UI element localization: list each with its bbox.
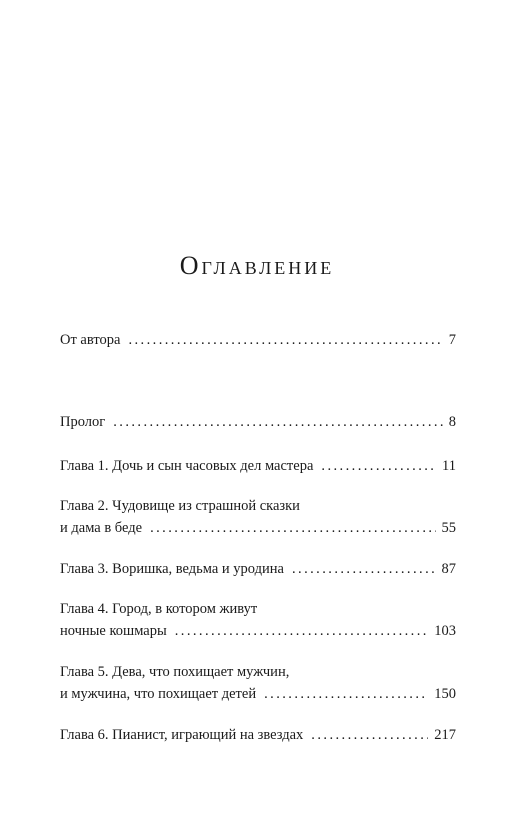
leader-dots	[113, 411, 443, 433]
leader-dots	[292, 558, 436, 580]
toc-entry-title: Глава 6. Пианист, играющий на звездах	[60, 727, 304, 743]
toc-entry-title: Глава 5. Дева, что похищает мужчин,	[60, 664, 290, 680]
toc-entry-prologue	[60, 411, 456, 433]
toc-entry-title: От автора	[60, 332, 121, 348]
toc-entry-page: 217	[434, 727, 456, 743]
toc-entry-page: 7	[448, 332, 456, 348]
toc-entry-chapter-6	[60, 724, 456, 746]
toc-entry-page: 103	[434, 623, 456, 639]
leader-dots	[321, 455, 436, 477]
toc-entry-chapter-1	[60, 455, 456, 477]
toc-entry-chapter-5	[60, 661, 456, 705]
toc-entry-title: Глава 4. Город, в котором живут	[60, 601, 258, 617]
toc-entry-page: 8	[448, 414, 456, 430]
toc-entry-chapter-4	[60, 598, 456, 642]
toc-entry-chapter-2	[60, 495, 456, 539]
toc-entry-page: 11	[442, 458, 456, 474]
toc-entry-page: 150	[434, 686, 456, 702]
toc-entry-title: Глава 3. Воришка, ведьма и уродина	[60, 561, 284, 577]
toc-entry-title-cont: ночные кошмары	[60, 623, 167, 639]
toc-entry-title: Пролог	[60, 414, 106, 430]
toc-entry-title: Глава 1. Дочь и сын часовых дел мастера	[60, 458, 314, 474]
leader-dots	[128, 329, 442, 351]
page-title: Оглавление	[179, 251, 335, 281]
leader-dots	[264, 683, 428, 705]
toc-entry-chapter-3	[60, 558, 456, 580]
toc-entry-page: 87	[441, 561, 456, 577]
toc-entry-page: 55	[441, 520, 456, 536]
leader-dots	[150, 517, 435, 539]
toc-entry-title-cont: и мужчина, что похищает детей	[60, 686, 257, 702]
leader-dots	[175, 620, 429, 642]
toc-entry-title-cont: и дама в беде	[60, 520, 143, 536]
toc-entry-author	[60, 329, 456, 351]
toc-entry-title: Глава 2. Чудовище из страшной сказки	[60, 498, 300, 514]
leader-dots	[311, 724, 428, 746]
